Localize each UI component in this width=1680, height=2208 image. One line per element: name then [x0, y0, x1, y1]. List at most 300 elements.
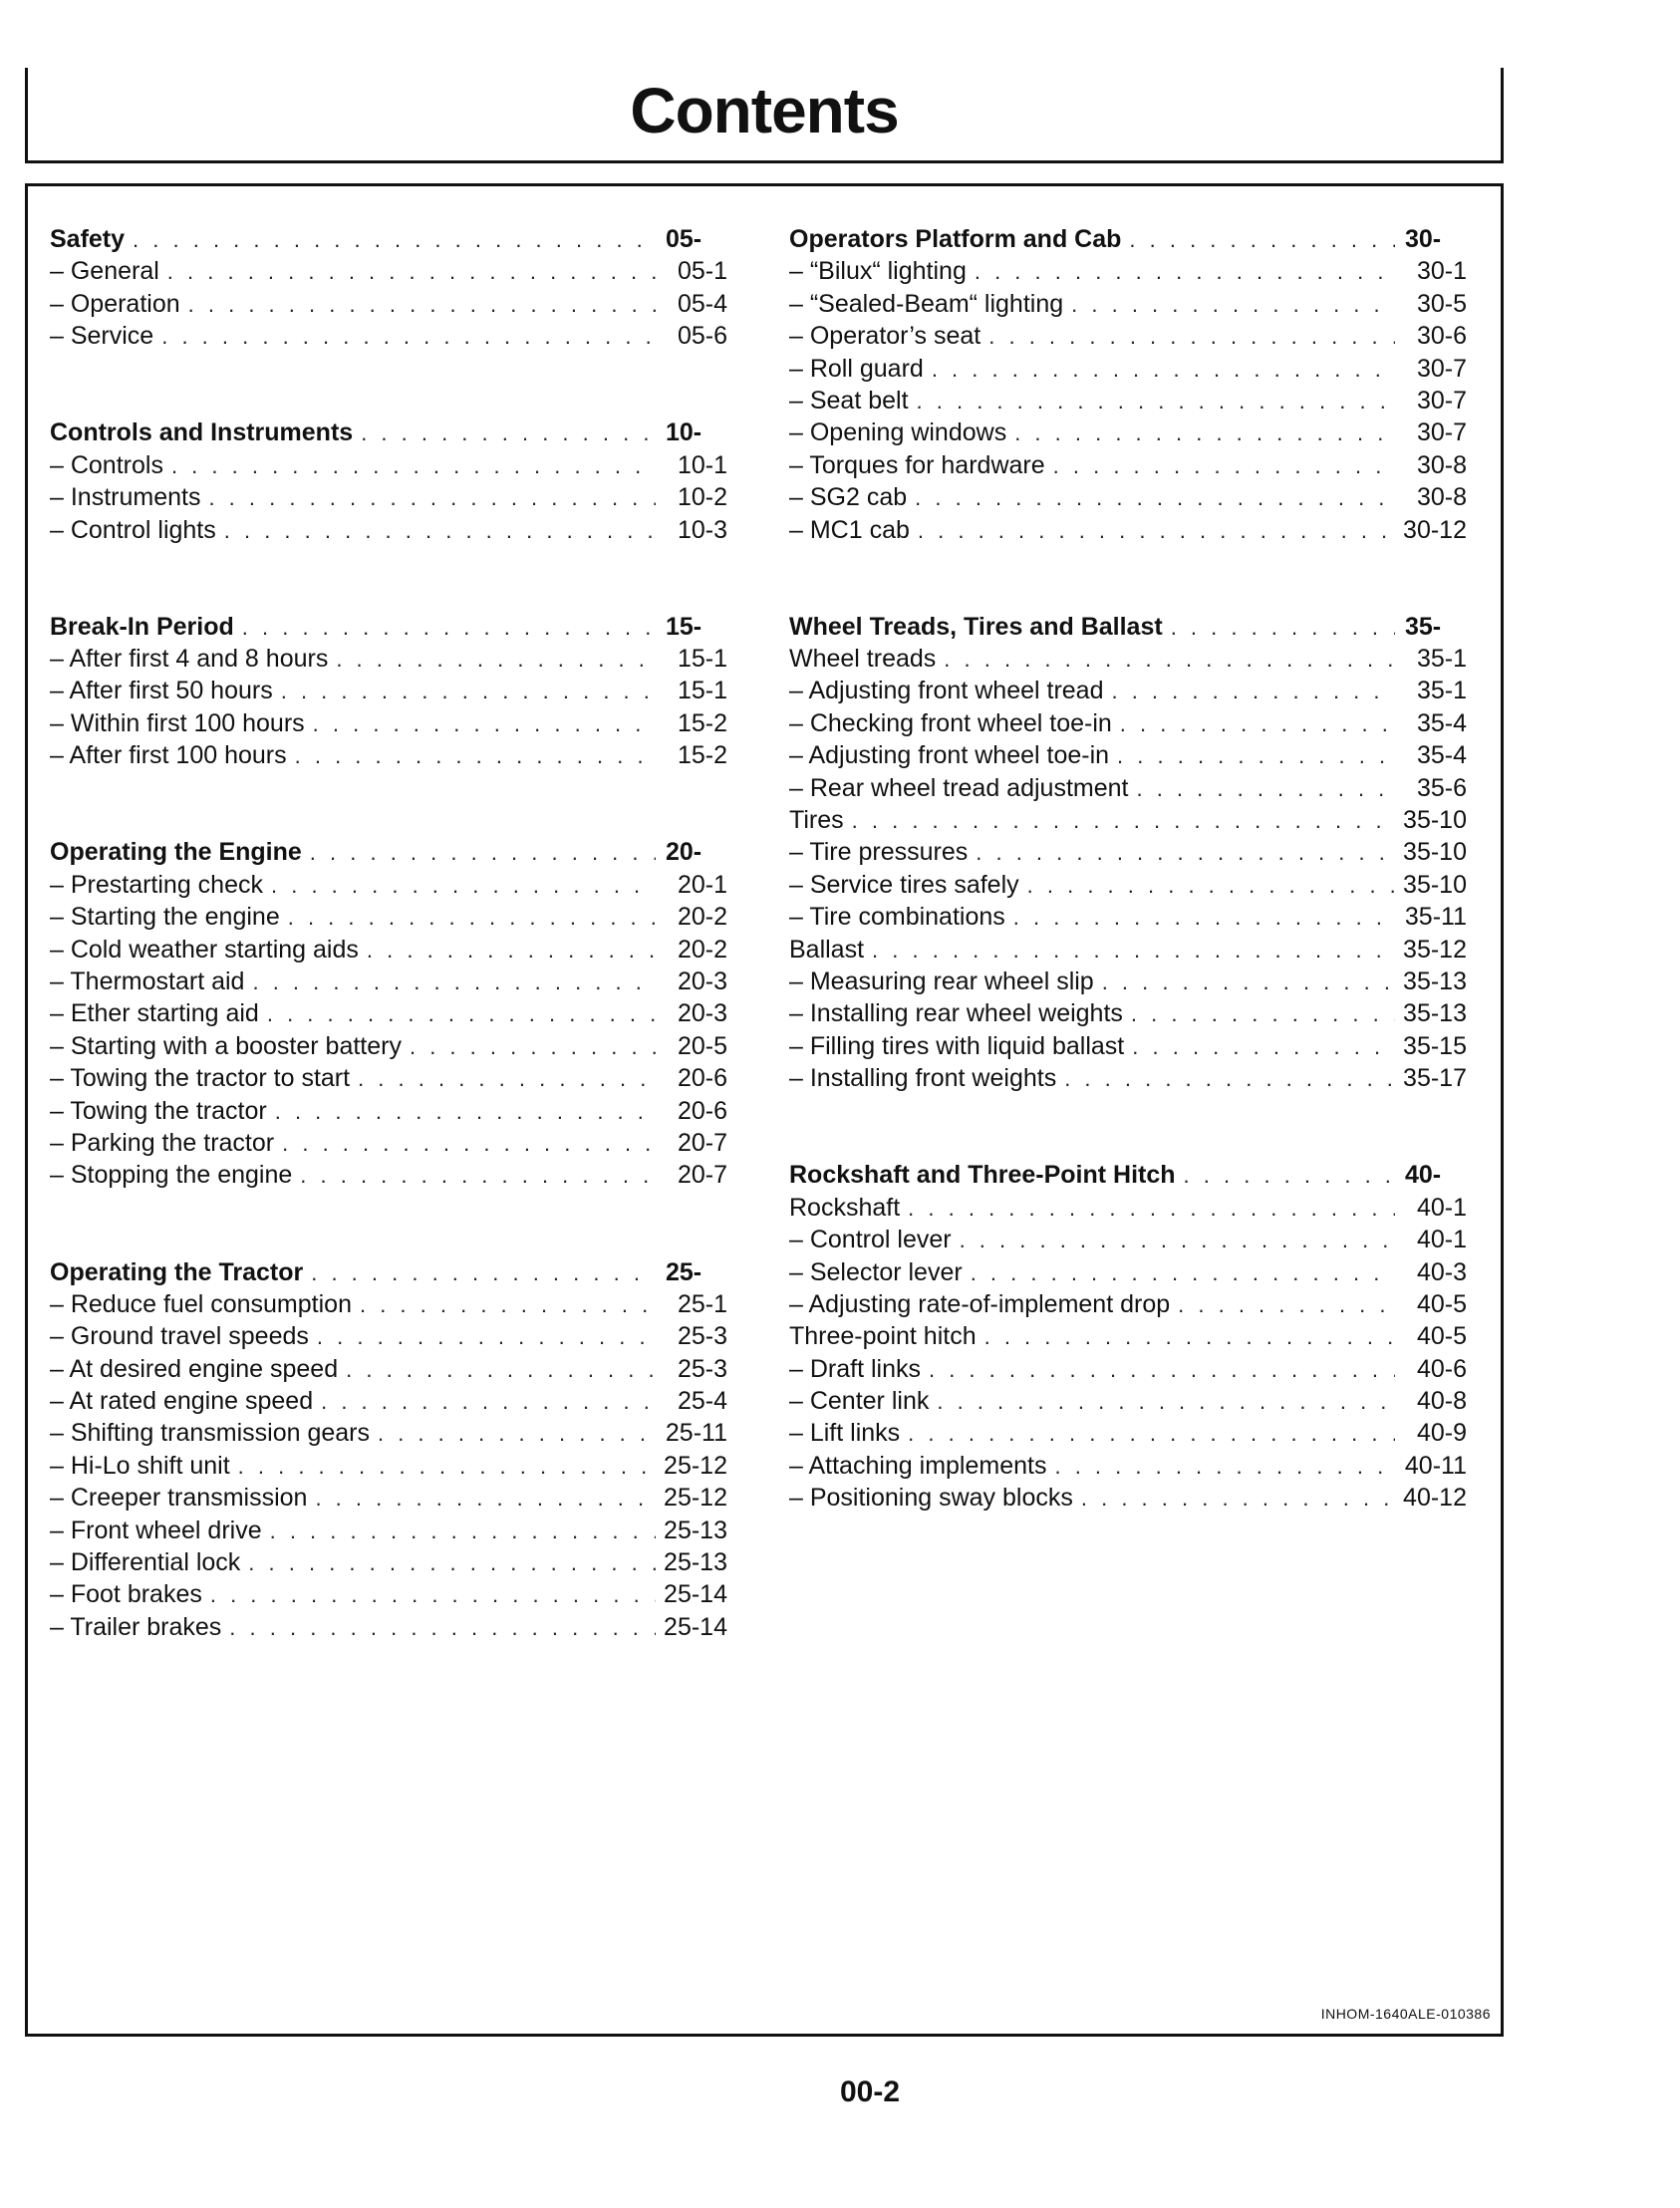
- toc-entry-page: 25-: [666, 1257, 702, 1286]
- toc-entry-label: – Measuring rear wheel slip: [789, 966, 1094, 995]
- dot-leader: [967, 256, 1395, 288]
- toc-entry-label: Controls and Instruments: [50, 418, 354, 447]
- toc-entry-page: 35-4: [1416, 708, 1467, 737]
- dot-leader: [909, 386, 1395, 417]
- dot-leader: [864, 935, 1395, 966]
- toc-entry-page: 20-2: [677, 935, 727, 964]
- dot-leader: [280, 902, 656, 934]
- toc-entry[interactable]: [789, 869, 1467, 901]
- toc-section-heading[interactable]: [50, 223, 727, 255]
- toc-entry-label: – At desired engine speed: [50, 1354, 339, 1383]
- toc-entry-page: 20-6: [677, 1096, 727, 1125]
- toc-entry-page: 15-1: [677, 645, 727, 674]
- toc-entry[interactable]: [50, 997, 727, 1029]
- toc-entry-label: – “Sealed-Beam“ lighting: [789, 289, 1064, 318]
- dot-leader: [352, 1289, 656, 1321]
- toc-entry-label: – Rear wheel tread adjustment: [789, 773, 1129, 802]
- dot-leader: [402, 1031, 656, 1063]
- toc-entry-label: – Adjusting front wheel tread: [789, 677, 1104, 705]
- toc-entry-label: Tires: [789, 806, 844, 835]
- toc-entry[interactable]: [789, 804, 1467, 836]
- dot-leader: [952, 1225, 1395, 1256]
- toc-entry-label: – Trailer brakes: [50, 1612, 222, 1641]
- toc-entry[interactable]: [789, 836, 1467, 868]
- dot-leader: [936, 644, 1395, 676]
- toc-entry-page: 10-: [666, 418, 702, 447]
- toc-entry-page: 40-11: [1404, 1451, 1467, 1480]
- toc-entry-label: – Ground travel speeds: [50, 1322, 309, 1351]
- toc-entry-label: – Creeper transmission: [50, 1484, 308, 1513]
- toc-entry[interactable]: [789, 416, 1467, 448]
- toc-entry-label: – Operation: [50, 289, 180, 318]
- toc-entry[interactable]: [50, 1482, 727, 1514]
- toc-entry-page: 30-7: [1416, 386, 1467, 414]
- dot-leader: [216, 515, 656, 547]
- dot-leader: [1019, 870, 1395, 902]
- toc-entry-label: – Installing rear wheel weights: [789, 999, 1123, 1028]
- toc-entry-label: – Controls: [50, 450, 163, 479]
- toc-section-heading[interactable]: [50, 416, 727, 448]
- toc-entry-page: 40-6: [1416, 1354, 1467, 1383]
- toc-right-column: [789, 223, 1467, 1515]
- toc-entry-label: – Towing the tractor: [50, 1096, 267, 1125]
- toc-entry-page: 40-1: [1416, 1193, 1467, 1222]
- dot-leader: [180, 289, 656, 321]
- page-title: Contents: [630, 75, 899, 146]
- toc-entry-label: – Reduce fuel consumption: [50, 1289, 352, 1318]
- dot-leader: [1094, 966, 1395, 998]
- toc-entry-page: 15-2: [677, 708, 727, 737]
- toc-entry-label: – Filling tires with liquid ballast: [789, 1031, 1125, 1060]
- toc-entry[interactable]: [50, 1320, 727, 1352]
- toc-entry-page: 30-7: [1416, 418, 1467, 447]
- dot-leader: [234, 612, 656, 644]
- toc-entry[interactable]: [50, 1288, 727, 1320]
- dot-leader: [1124, 1031, 1395, 1063]
- toc-entry-label: – Opening windows: [789, 418, 1007, 447]
- toc-entry-label: – “Bilux“ lighting: [789, 257, 967, 286]
- toc-entry-label: – Positioning sway blocks: [789, 1484, 1073, 1513]
- toc-entry-label: – Starting with a booster battery: [50, 1031, 402, 1060]
- toc-entry-page: 20-2: [677, 903, 727, 932]
- dot-leader: [159, 256, 656, 288]
- toc-entry-page: 35-6: [1416, 773, 1467, 802]
- toc-entry-page: 20-7: [677, 1161, 727, 1190]
- toc-entry-label: Wheel Treads, Tires and Ballast: [789, 612, 1163, 641]
- toc-left-column: [50, 223, 727, 1643]
- dot-leader: [262, 1516, 656, 1547]
- toc-entry-label: – Tire combinations: [789, 903, 1005, 932]
- toc-entry-label: – Control lever: [789, 1226, 952, 1254]
- toc-entry-page: 25-1: [677, 1289, 727, 1318]
- toc-entry-page: 30-1: [1416, 257, 1467, 286]
- toc-spacer: [789, 546, 1467, 578]
- toc-entry-page: 25-11: [665, 1419, 727, 1448]
- toc-entry[interactable]: [789, 1192, 1467, 1224]
- toc-entry-label: Wheel treads: [789, 645, 937, 674]
- toc-spacer: [50, 1192, 727, 1224]
- toc-spacer: [789, 578, 1467, 610]
- dot-leader: [221, 1612, 656, 1644]
- toc-entry[interactable]: [50, 1546, 727, 1578]
- toc-entry-page: 35-13: [1403, 966, 1467, 995]
- toc-entry[interactable]: [789, 1320, 1467, 1352]
- toc-entry[interactable]: [50, 1353, 727, 1385]
- toc-entry-page: 40-12: [1403, 1484, 1467, 1513]
- toc-entry-label: – After first 50 hours: [50, 677, 273, 705]
- dot-leader: [350, 1063, 656, 1095]
- toc-entry-page: 05-1: [677, 257, 727, 286]
- toc-entry-page: 20-3: [677, 999, 727, 1028]
- dot-leader: [259, 998, 656, 1030]
- toc-entry-label: Three-point hitch: [789, 1322, 977, 1351]
- dot-leader: [910, 515, 1395, 547]
- toc-section-heading[interactable]: [789, 611, 1467, 643]
- toc-entry-page: 35-10: [1403, 838, 1467, 867]
- toc-entry-page: 10-3: [677, 515, 727, 544]
- dot-leader: [305, 708, 656, 740]
- toc-entry[interactable]: [789, 514, 1467, 546]
- dot-leader: [202, 1579, 656, 1611]
- toc-entry[interactable]: [789, 481, 1467, 513]
- toc-entry-page: 15-2: [677, 741, 727, 770]
- toc-entry-label: – General: [50, 257, 159, 286]
- dot-leader: [313, 1386, 656, 1418]
- toc-entry-page: 15-1: [677, 677, 727, 705]
- dot-leader: [1176, 1160, 1395, 1192]
- dot-leader: [968, 837, 1395, 869]
- toc-entry-page: 05-: [666, 225, 702, 253]
- toc-entry[interactable]: [50, 1030, 727, 1062]
- dot-leader: [1103, 676, 1395, 707]
- dot-leader: [263, 870, 656, 902]
- toc-entry-page: 25-3: [677, 1322, 727, 1351]
- dot-leader: [900, 1193, 1395, 1225]
- toc-entry-label: – Checking front wheel toe-in: [789, 708, 1112, 737]
- toc-entry-label: – Torques for hardware: [789, 450, 1045, 479]
- dot-leader: [980, 321, 1395, 353]
- toc-section-heading[interactable]: [50, 836, 727, 868]
- toc-entry-page: 40-5: [1416, 1289, 1467, 1318]
- toc-entry-label: Break-In Period: [50, 612, 234, 641]
- dot-leader: [1005, 902, 1395, 934]
- toc-entry[interactable]: [50, 1578, 727, 1610]
- toc-entry[interactable]: [789, 901, 1467, 933]
- toc-entry[interactable]: [50, 1062, 727, 1094]
- toc-entry-page: 20-5: [677, 1031, 727, 1060]
- dot-leader: [1046, 1451, 1395, 1483]
- dot-leader: [1163, 612, 1395, 644]
- toc-entry-page: 20-3: [677, 966, 727, 995]
- toc-entry-page: 40-1: [1416, 1226, 1467, 1254]
- toc-entry-label: – MC1 cab: [789, 515, 910, 544]
- toc-entry-page: 20-7: [677, 1128, 727, 1157]
- toc-entry-label: – Cold weather starting aids: [50, 935, 359, 964]
- toc-entry-label: – Service: [50, 322, 154, 351]
- toc-entry-page: 40-: [1405, 1161, 1442, 1190]
- toc-entry-label: – Starting the engine: [50, 903, 280, 932]
- toc-entry-label: – Differential lock: [50, 1548, 241, 1577]
- dot-leader: [907, 482, 1395, 514]
- toc-entry-page: 30-5: [1416, 289, 1467, 318]
- dot-leader: [153, 321, 656, 353]
- dot-leader: [302, 837, 656, 869]
- toc-entry[interactable]: [50, 934, 727, 966]
- toc-entry-label: – After first 4 and 8 hours: [50, 645, 329, 674]
- toc-entry[interactable]: [50, 675, 727, 706]
- toc-entry-page: 30-6: [1416, 322, 1467, 351]
- toc-entry-page: 25-4: [677, 1387, 727, 1416]
- toc-entry[interactable]: [50, 869, 727, 901]
- toc-entry-label: Operating the Tractor: [50, 1257, 304, 1286]
- toc-entry[interactable]: [789, 675, 1467, 706]
- toc-entry-label: Rockshaft and Three-Point Hitch: [789, 1161, 1176, 1190]
- toc-entry-label: – Thermostart aid: [50, 966, 245, 995]
- toc-entry-page: 40-8: [1416, 1387, 1467, 1416]
- dot-leader: [1006, 417, 1395, 449]
- toc-entry[interactable]: [789, 1256, 1467, 1288]
- title-box: [25, 68, 1504, 163]
- toc-entry[interactable]: [789, 1030, 1467, 1062]
- toc-entry-page: 30-7: [1416, 354, 1467, 383]
- dot-leader: [338, 1354, 656, 1386]
- toc-section-heading[interactable]: [789, 1159, 1467, 1191]
- toc-entry-label: – Center link: [789, 1387, 930, 1416]
- toc-entry[interactable]: [789, 1482, 1467, 1514]
- toc-spacer: [50, 804, 727, 836]
- toc-entry-label: – Attaching implements: [789, 1451, 1047, 1480]
- toc-entry[interactable]: [789, 288, 1467, 320]
- toc-entry-page: 15-: [666, 612, 702, 641]
- dot-leader: [292, 1160, 656, 1192]
- toc-entry-page: 25-12: [664, 1484, 727, 1513]
- toc-entry[interactable]: [789, 772, 1467, 804]
- toc-entry-page: 40-5: [1416, 1322, 1467, 1351]
- toc-spacer: [789, 1095, 1467, 1127]
- toc-section-heading[interactable]: [50, 611, 727, 643]
- toc-entry-label: Rockshaft: [789, 1193, 901, 1222]
- toc-entry-page: 05-4: [677, 289, 727, 318]
- toc-entry-label: – SG2 cab: [789, 483, 908, 512]
- toc-entry[interactable]: [789, 255, 1467, 287]
- dot-leader: [1112, 708, 1395, 740]
- toc-entry-page: 35-13: [1403, 999, 1467, 1028]
- dot-leader: [125, 224, 656, 256]
- toc-entry-page: 30-: [1405, 225, 1442, 253]
- dot-leader: [240, 1547, 656, 1579]
- toc-entry-label: – Hi-Lo shift unit: [50, 1451, 230, 1480]
- dot-leader: [359, 935, 656, 966]
- dot-leader: [267, 1096, 656, 1128]
- toc-entry-label: – Operator’s seat: [789, 322, 981, 351]
- dot-leader: [287, 740, 656, 772]
- toc-entry[interactable]: [789, 1417, 1467, 1449]
- toc-entry-label: – Parking the tractor: [50, 1128, 275, 1157]
- toc-entry-label: – Instruments: [50, 483, 201, 512]
- dot-leader: [273, 676, 656, 707]
- dot-leader: [1170, 1289, 1395, 1321]
- toc-section-heading[interactable]: [789, 223, 1467, 255]
- toc-entry[interactable]: [789, 1288, 1467, 1320]
- toc-entry[interactable]: [789, 707, 1467, 739]
- toc-entry-label: Operating the Engine: [50, 838, 302, 867]
- toc-entry-page: 10-1: [677, 450, 727, 479]
- dot-leader: [963, 1257, 1395, 1289]
- toc-spacer: [50, 353, 727, 385]
- toc-entry-page: 40-3: [1416, 1257, 1467, 1286]
- dot-leader: [230, 1451, 656, 1483]
- toc-entry[interactable]: [789, 320, 1467, 352]
- toc-entry[interactable]: [50, 255, 727, 287]
- dot-leader: [1128, 773, 1395, 805]
- toc-entry[interactable]: [789, 739, 1467, 771]
- toc-entry-page: 35-1: [1416, 645, 1467, 674]
- toc-entry[interactable]: [789, 449, 1467, 481]
- toc-entry-page: 05-6: [677, 322, 727, 351]
- dot-leader: [307, 1483, 656, 1515]
- toc-entry-page: 25-14: [664, 1612, 727, 1641]
- toc-entry-page: 35-4: [1416, 741, 1467, 770]
- toc-entry[interactable]: [789, 1353, 1467, 1385]
- toc-entry[interactable]: [50, 643, 727, 675]
- toc-entry-page: 20-: [666, 838, 702, 867]
- dot-leader: [274, 1128, 656, 1160]
- toc-entry[interactable]: [50, 449, 727, 481]
- toc-entry[interactable]: [50, 1417, 727, 1449]
- toc-entry[interactable]: [50, 1515, 727, 1546]
- toc-entry-label: – At rated engine speed: [50, 1387, 314, 1416]
- toc-entry[interactable]: [50, 481, 727, 513]
- toc-entry[interactable]: [50, 901, 727, 933]
- document-code: INHOM-1640ALE-010386: [1320, 2006, 1491, 2022]
- toc-spacer: [50, 1224, 727, 1255]
- toc-entry-label: – Installing front weights: [789, 1064, 1057, 1093]
- toc-entry-page: 35-10: [1403, 806, 1467, 835]
- toc-section-heading[interactable]: [50, 1256, 727, 1288]
- toc-entry-label: – Roll guard: [789, 354, 924, 383]
- toc-entry-label: – Ether starting aid: [50, 999, 259, 1028]
- toc-entry-page: 25-13: [664, 1516, 727, 1544]
- toc-entry-label: – After first 100 hours: [50, 741, 287, 770]
- toc-entry-label: Ballast: [789, 935, 865, 964]
- dot-leader: [309, 1321, 656, 1353]
- dot-leader: [370, 1418, 656, 1450]
- dot-leader: [1045, 450, 1395, 482]
- dot-leader: [924, 354, 1395, 386]
- toc-entry[interactable]: [789, 385, 1467, 416]
- toc-entry[interactable]: [50, 1611, 727, 1643]
- dot-leader: [328, 644, 656, 676]
- toc-entry-label: Operators Platform and Cab: [789, 225, 1122, 253]
- toc-entry[interactable]: [50, 514, 727, 546]
- toc-entry-label: – Tire pressures: [789, 838, 969, 867]
- toc-spacer: [50, 385, 727, 416]
- toc-spacer: [50, 546, 727, 578]
- toc-entry[interactable]: [50, 288, 727, 320]
- toc-entry[interactable]: [50, 320, 727, 352]
- toc-entry[interactable]: [789, 997, 1467, 1029]
- toc-entry-label: – Lift links: [789, 1419, 901, 1448]
- dot-leader: [163, 450, 656, 482]
- toc-entry[interactable]: [789, 1385, 1467, 1417]
- toc-entry-page: 35-: [1405, 612, 1442, 641]
- toc-entry-label: – Prestarting check: [50, 870, 263, 899]
- dot-leader: [1121, 224, 1395, 256]
- dot-leader: [900, 1418, 1395, 1450]
- toc-entry[interactable]: [789, 1450, 1467, 1482]
- dot-leader: [929, 1386, 1395, 1418]
- toc-entry-label: – Towing the tractor to start: [50, 1064, 351, 1093]
- toc-spacer: [789, 1127, 1467, 1159]
- toc-entry-page: 35-17: [1403, 1064, 1467, 1093]
- toc-entry-page: 40-9: [1416, 1419, 1467, 1448]
- toc-entry-label: – Seat belt: [789, 386, 909, 414]
- dot-leader: [1056, 1063, 1395, 1095]
- toc-entry-label: – Foot brakes: [50, 1580, 202, 1609]
- toc-entry[interactable]: [50, 1095, 727, 1127]
- dot-leader: [303, 1257, 656, 1289]
- toc-entry-label: – Adjusting rate-of-implement drop: [789, 1289, 1171, 1318]
- toc-entry-page: 35-1: [1416, 677, 1467, 705]
- dot-leader: [1073, 1483, 1395, 1515]
- dot-leader: [200, 482, 656, 514]
- toc-entry[interactable]: [789, 1224, 1467, 1255]
- toc-entry-page: 25-13: [664, 1548, 727, 1577]
- toc-entry-label: – Adjusting front wheel toe-in: [789, 741, 1110, 770]
- toc-entry-page: 30-12: [1403, 515, 1467, 544]
- dot-leader: [353, 417, 656, 449]
- toc-entry-page: 20-6: [677, 1064, 727, 1093]
- dot-leader: [977, 1321, 1395, 1353]
- toc-entry[interactable]: [50, 1127, 727, 1159]
- dot-leader: [921, 1354, 1395, 1386]
- toc-entry-page: 10-2: [677, 483, 727, 512]
- toc-entry-page: 30-8: [1416, 450, 1467, 479]
- toc-entry-page: 35-15: [1403, 1031, 1467, 1060]
- page-number: 00-2: [839, 2075, 901, 2108]
- toc-entry[interactable]: [50, 1385, 727, 1417]
- toc-entry-label: Safety: [50, 225, 126, 253]
- toc-entry[interactable]: [50, 1159, 727, 1191]
- toc-entry[interactable]: [50, 966, 727, 997]
- toc-entry-label: – Service tires safely: [789, 870, 1019, 899]
- toc-entry-label: – Draft links: [789, 1354, 921, 1383]
- toc-entry[interactable]: [50, 739, 727, 771]
- toc-entry-label: – Within first 100 hours: [50, 708, 305, 737]
- toc-entry-label: – Stopping the engine: [50, 1161, 293, 1190]
- toc-entry-label: – Selector lever: [789, 1257, 963, 1286]
- dot-leader: [1123, 998, 1395, 1030]
- toc-entry-page: 30-8: [1416, 483, 1467, 512]
- toc-entry[interactable]: [789, 1062, 1467, 1094]
- toc-entry-page: 25-3: [677, 1354, 727, 1383]
- toc-entry[interactable]: [789, 934, 1467, 966]
- toc-entry-page: 35-12: [1403, 935, 1467, 964]
- dot-leader: [844, 805, 1395, 837]
- toc-entry-page: 35-11: [1404, 903, 1467, 932]
- toc-entry[interactable]: [50, 707, 727, 739]
- toc-entry[interactable]: [789, 353, 1467, 385]
- toc-entry[interactable]: [789, 643, 1467, 675]
- dot-leader: [244, 966, 656, 998]
- toc-entry-page: 20-1: [677, 870, 727, 899]
- toc-spacer: [50, 578, 727, 610]
- toc-entry[interactable]: [50, 1450, 727, 1482]
- toc-entry[interactable]: [789, 966, 1467, 997]
- dot-leader: [1063, 289, 1395, 321]
- toc-spacer: [50, 772, 727, 804]
- dot-leader: [1109, 740, 1395, 772]
